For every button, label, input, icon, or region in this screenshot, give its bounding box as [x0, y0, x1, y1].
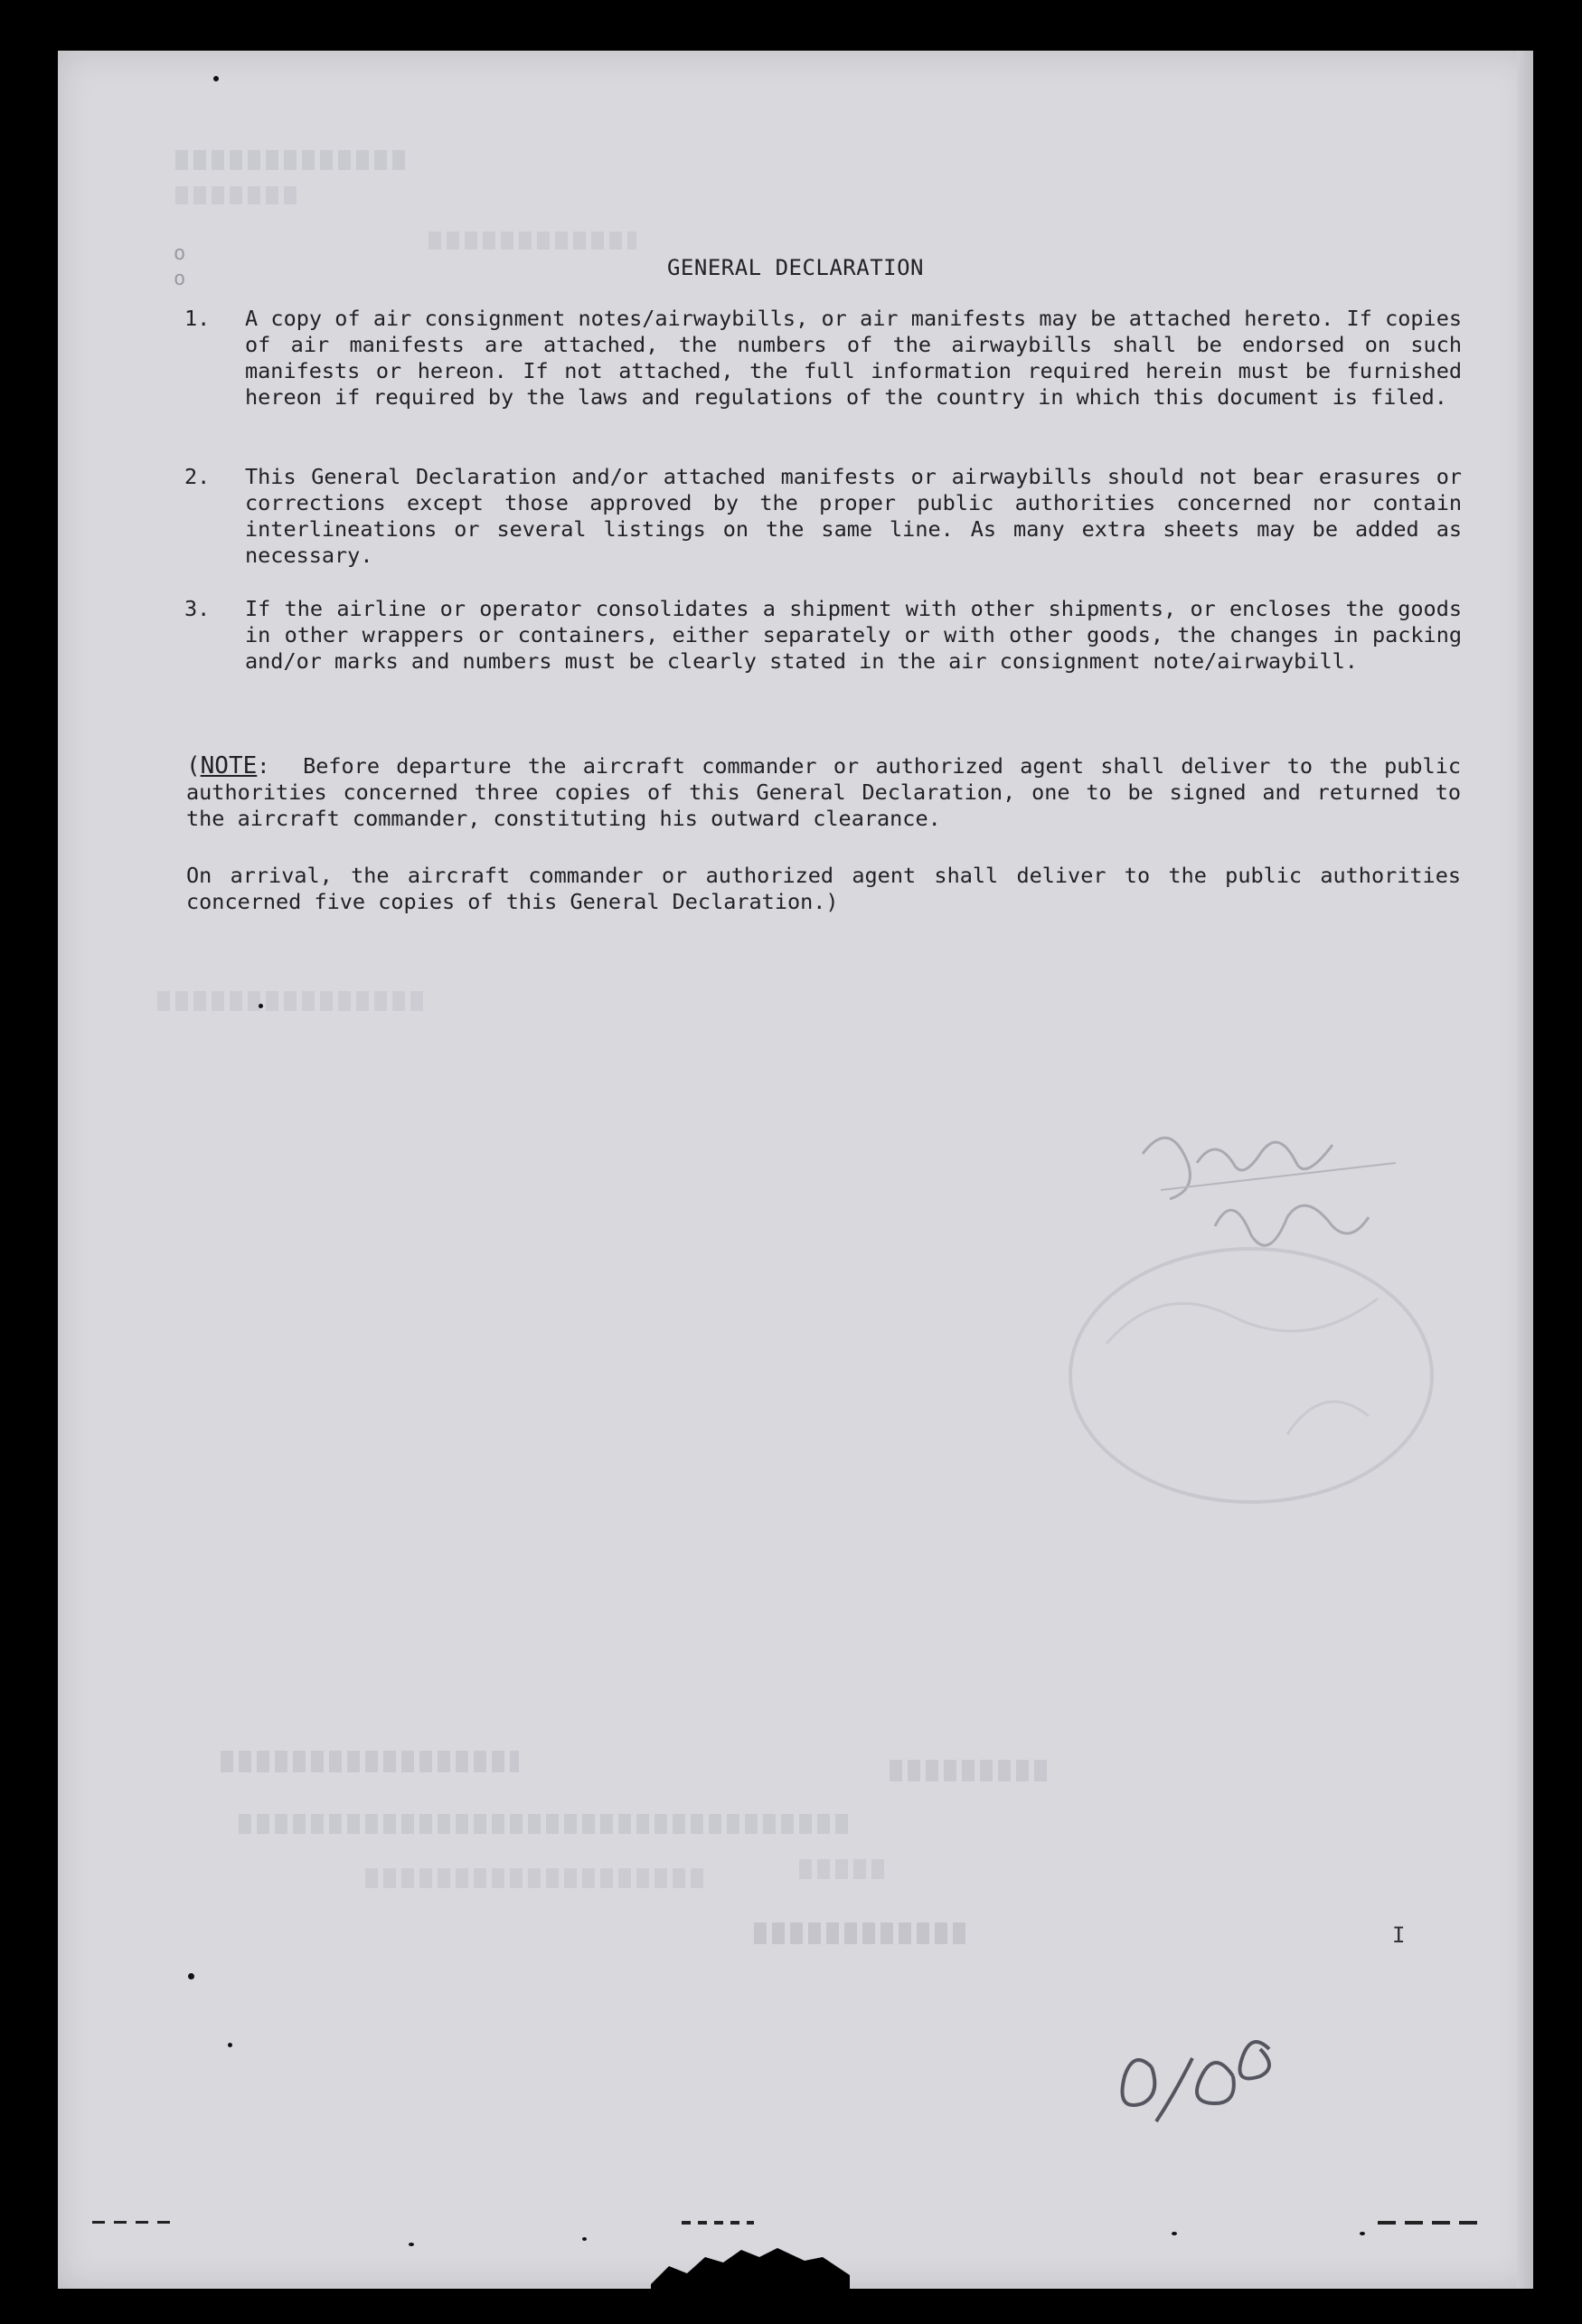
dust-speck — [259, 1004, 263, 1008]
dust-speck — [188, 1973, 194, 1979]
bleed-through-line — [175, 150, 410, 170]
page-edge-shadow — [1517, 51, 1533, 2289]
bleed-through-line — [175, 186, 302, 204]
note-paragraph — [186, 753, 1461, 832]
bleed-through-line — [239, 1814, 853, 1834]
bleed-through-line — [799, 1859, 890, 1879]
handwritten-mark — [1088, 2022, 1296, 2140]
bleed-through-line — [221, 1751, 519, 1772]
dust-speck — [1172, 2232, 1177, 2235]
margin-bracket-mark: I — [1392, 1922, 1406, 1948]
torn-paper-edge — [651, 2230, 850, 2293]
dust-speck — [582, 2237, 587, 2241]
margin-mark: o — [174, 242, 186, 265]
faded-handwriting — [1125, 1091, 1432, 1326]
bleed-through-line — [890, 1760, 1052, 1781]
note-label-text: NOTE — [200, 752, 258, 779]
list-item — [184, 596, 1462, 704]
list-item-number: 1. — [184, 306, 211, 331]
bleed-through-line — [157, 991, 428, 1011]
dust-speck — [228, 2043, 232, 2047]
note-text: Before departure the aircraft commander or authorized agent shall deliver to the public authorities concerned three copies of this General Declaration, one to be signed and returned to the aircraft commander, constituting his outward clearance. — [186, 753, 1461, 831]
document-title: GENERAL DECLARATION — [666, 255, 925, 280]
dust-speck — [213, 76, 219, 81]
list-item-text: If the airline or operator consolidates a shipment with other shipments, or encloses the goods in other wrappers or containers, either separately or with other goods, the changes in packing and/or marks and numbers must be clearly stated in the air consignment note/airwaybill. — [245, 596, 1462, 674]
list-item-number: 2. — [184, 464, 211, 489]
margin-mark: o — [174, 268, 186, 290]
note-open-paren: ( — [186, 752, 201, 779]
document-page — [58, 51, 1533, 2289]
bleed-through-line — [428, 231, 636, 250]
dust-speck — [1360, 2232, 1365, 2235]
bleed-through-line — [365, 1868, 709, 1888]
dust-speck — [409, 2243, 414, 2246]
list-item-text: A copy of air consignment notes/airwaybills, or air manifests may be attached hereto. If copies of air manifests are attached, the numbers of the airwaybills shall be endorsed on such manifests or hereon. If not attached, the full information required herein must be furnished hereon if required by the laws and regulations of the country in which this document is filed. — [245, 306, 1462, 410]
list-item-text: This General Declaration and/or attached manifests or airwaybills should not bear erasures or corrections except those approved by the proper public authorities concerned nor contain interlineations or several listings on the same line. As many extra sheets may be added as necessary. — [245, 464, 1462, 568]
bottom-dash-mark — [1378, 2221, 1486, 2225]
list-item — [184, 306, 1462, 441]
note-colon: : — [257, 753, 270, 779]
list-item-number: 3. — [184, 596, 211, 621]
arrival-paragraph: On arrival, the aircraft commander or authorized agent shall deliver to the public authorities concerned five copies of this General Declaration.) — [186, 863, 1461, 914]
note-label — [201, 752, 258, 779]
bottom-dash-mark — [92, 2221, 174, 2224]
bottom-dash-mark — [682, 2221, 754, 2225]
list-item — [184, 464, 1462, 572]
bleed-through-line — [754, 1922, 971, 1944]
